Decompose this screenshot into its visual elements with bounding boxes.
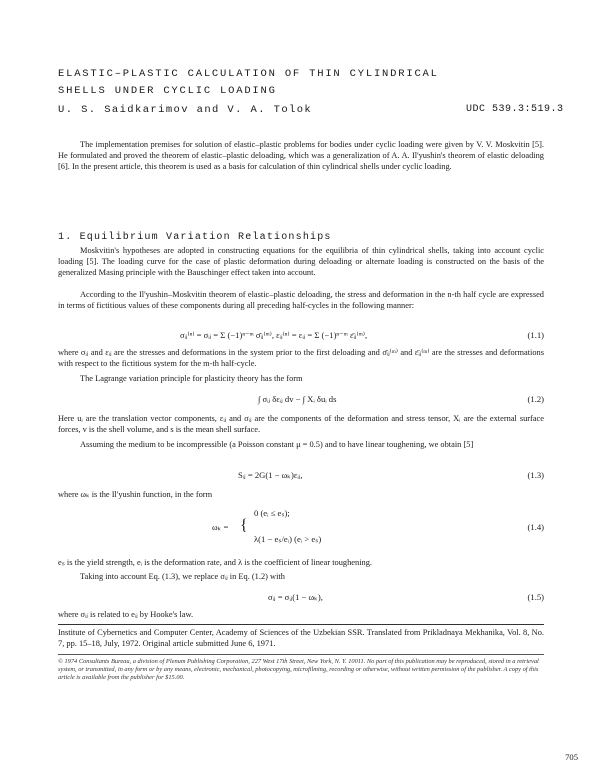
equation-1-3: Sᵢⱼ = 2G(1 − ωₖ)εᵢⱼ,: [238, 470, 303, 480]
equation-1-2-number: (1.2): [527, 394, 544, 404]
footnote-divider: [58, 624, 544, 625]
page-number: 705: [565, 752, 578, 762]
equation-1-4-case-2: λ(1 − eₛ/eᵢ) (eᵢ > eₛ): [254, 534, 322, 544]
paragraph-7: where ωₖ is the Il'yushin function, in the form: [58, 490, 213, 499]
equation-1-1-number: (1.1): [527, 330, 544, 340]
paragraph-4: The Lagrange variation principle for plasticity theory has the form: [80, 374, 303, 383]
equation-1-2: ∫ σᵢⱼ δεᵢⱼ dv − ∫ Xᵢ δuᵢ ds: [258, 394, 337, 404]
paragraph-1: Moskvitin's hypotheses are adopted in constructing equations for the equilibria of thin cylindrical shells, taking into account cyclic loading [5]. The loading curve for the case of plastic deformation during deloading or alternate loading is constructed on the basis of the generalized Masing principle with the Bauschinger effect taken into account.: [58, 246, 544, 277]
copyright-divider: [58, 654, 544, 655]
equation-1-4-case-1: 0 (eᵢ ≤ eₛ);: [254, 508, 290, 518]
paragraph-10: where σᵢⱼ is related to eᵢⱼ by Hooke's law.: [58, 610, 194, 619]
paragraph-3: where σᵢⱼ and εᵢⱼ are the stresses and deformations in the system prior to the first deloading and σ̄ᵢⱼ⁽ᵐ⁾ and ε̄ᵢⱼ⁽ᵐ⁾ are the stresses and deformations with respect to the fictitious system for the m-th half-cycle.: [58, 348, 544, 368]
equation-1-3-number: (1.3): [527, 470, 544, 480]
paragraph-2: According to the Il'yushin–Moskvitin theorem of elastic–plastic deloading, the stress and deformation in the n-th half cycle are expressed in terms of fictitious values of these components during all preceding half-cycles in the following manner:: [58, 290, 544, 310]
paragraph-9: Taking into account Eq. (1.3), we replace σᵢⱼ in Eq. (1.2) with: [80, 572, 285, 581]
udc-code: UDC 539.3:519.3: [466, 104, 564, 115]
intro-paragraph: The implementation premises for solution of elastic–plastic problems for bodies under cyclic loading were given by V. V. Moskvitin [5]. He formulated and proved the theorem of elastic–plastic deloading, which was a generalization of A. A. Il'yushin's theorem of elastic deloading [6]. In the present article, this theorem is used as a basis for calculation of thin cylindrical shells under cyclic loading.: [58, 140, 544, 171]
equation-1-4-number: (1.4): [527, 522, 544, 532]
paragraph-8: eₛ is the yield strength, eᵢ is the deformation rate, and λ is the coefficient of linear toughening.: [58, 558, 372, 567]
authors: U. S. Saidkarimov and V. A. Tolok: [58, 104, 313, 116]
article-title: [58, 66, 439, 100]
equation-1-4-brace: {: [240, 517, 248, 534]
equation-1-5-number: (1.5): [527, 592, 544, 602]
section-heading: 1. Equilibrium Variation Relationships: [58, 232, 332, 243]
title-line-1: ELASTIC–PLASTIC CALCULATION OF THIN CYLINDRICAL: [58, 68, 439, 80]
equation-1-5: σᵢⱼ = σᵢⱼ(1 − ωₖ),: [268, 592, 323, 602]
equation-1-4-lhs: ωₖ =: [212, 522, 229, 532]
title-line-2: SHELLS UNDER CYCLIC LOADING: [58, 85, 277, 97]
copyright-notice: © 1974 Consultants Bureau, a division of Plenum Publishing Corporation, 227 West 17th Street, New York, N. Y. 10011. No part of this publication may be reproduced, stored in a retrieval system, or transmitted, in any form or by any means, electronic, mechanical, photocopying, microfilming, recording or otherwise, without written permission of the publisher. A copy of this article is available from the publisher for $15.00.: [58, 658, 539, 682]
footnote: Institute of Cybernetics and Computer Center, Academy of Sciences of the Uzbekian SSR. Translated from Prikladnaya Mekhanika, Vol. 8, No. 7, pp. 15–18, July, 1972. Original article submitted June 6, 1971.: [58, 628, 544, 648]
paragraph-5: Here uᵢ are the translation vector components, εᵢⱼ and σᵢⱼ are the components of the deformation and stress tensor, Xᵢ are the external surface forces, v is the shell volume, and s is the mean shell surface.: [58, 414, 544, 434]
paragraph-6: Assuming the medium to be incompressible (a Poisson constant μ = 0.5) and to have linear toughening, we obtain [5]: [80, 440, 474, 449]
equation-1-1: σᵢⱼ⁽ⁿ⁾ = σᵢⱼ = Σ (−1)ⁿ⁻ᵐ σ̄ᵢⱼ⁽ᵐ⁾, εᵢⱼ⁽ⁿ⁾ = εᵢⱼ = Σ (−1)ⁿ⁻ᵐ ε̄ᵢⱼ⁽ᵐ⁾,: [180, 330, 368, 340]
